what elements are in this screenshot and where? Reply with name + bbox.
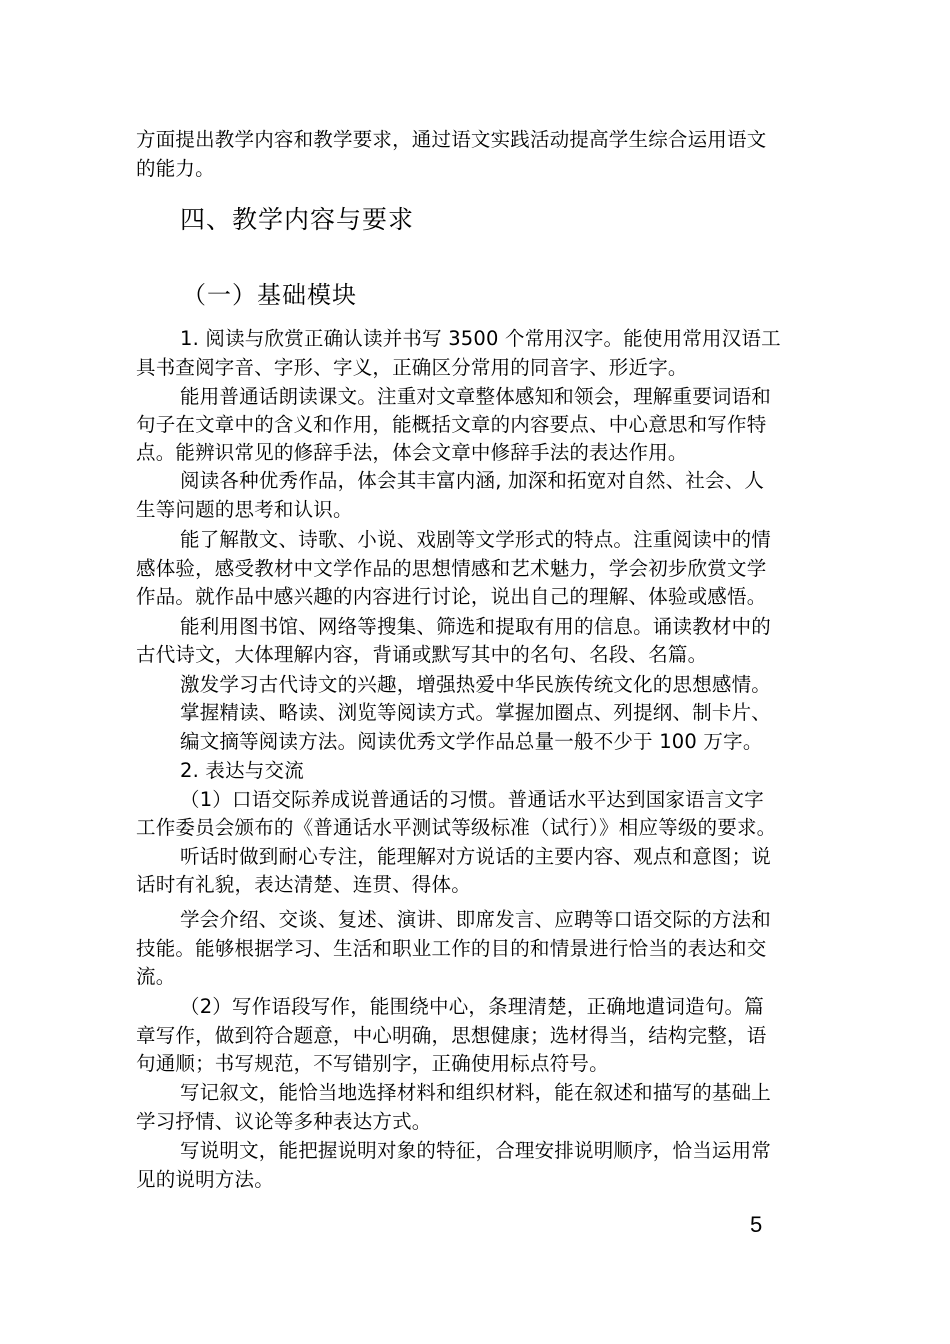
body-line: 句子在文章中的含义和作用，能概括文章的内容要点、中心意思和写作特 [136, 413, 767, 436]
body-line: 激发学习古代诗文的兴趣，增强热爱中华民族传统文化的思想感情。 [180, 673, 772, 696]
body-line: 见的说明方法。 [136, 1168, 274, 1191]
body-line: 能了解散文、诗歌、小说、戏剧等文学形式的特点。注重阅读中的情 [180, 528, 772, 551]
body-line: 生等问题的思考和认识。 [136, 498, 353, 521]
body-line: 学会介绍、交谈、复述、演讲、即席发言、应聘等口语交际的方法和 [180, 908, 772, 931]
body-line: 1. 阅读与欣赏正确认读并书写 3500 个常用汉字。能使用常用汉语工 [180, 327, 781, 350]
body-line: 方面提出教学内容和教学要求，通过语文实践活动提高学生综合运用语文 [136, 128, 767, 151]
body-line: 的能力。 [136, 157, 215, 180]
body-line: 写记叙文，能恰当地选择材料和组织材料，能在叙述和描写的基础上 [180, 1081, 772, 1104]
body-line: 话时有礼貌，表达清楚、连贯、得体。 [136, 873, 471, 896]
body-line: 听话时做到耐心专注，能理解对方说话的主要内容、观点和意图；说 [180, 845, 772, 868]
page-number: 5 [750, 1212, 763, 1237]
body-line: 编文摘等阅读方法。阅读优秀文学作品总量一般不少于 100 万字。 [180, 730, 763, 753]
body-line: 古代诗文，大体理解内容，背诵或默写其中的名句、名段、名篇。 [136, 643, 708, 666]
body-line: 2. 表达与交流 [180, 759, 304, 782]
subsection-heading: （一）基础模块 [182, 281, 357, 309]
body-line: 阅读各种优秀作品，体会其丰富内涵, 加深和拓宽对自然、社会、人 [180, 469, 765, 492]
section-heading: 四、教学内容与要求 [180, 205, 415, 234]
body-line: 感体验，感受教材中文学作品的思想情感和艺术魅力，学会初步欣赏文学 [136, 557, 767, 580]
body-line: 流。 [136, 965, 176, 988]
body-line: （2）写作语段写作，能围绕中心，条理清楚，正确地遣词造句。篇 [180, 995, 764, 1018]
body-line: （1）口语交际养成说普通话的习惯。普通话水平达到国家语言文字 [180, 788, 764, 811]
body-line: 工作委员会颁布的《普通话水平测试等级标准（试行）》相应等级的要求。 [136, 816, 777, 839]
body-line: 掌握精读、略读、浏览等阅读方式。掌握加圈点、列提纲、制卡片、 [180, 701, 772, 724]
body-line: 章写作，做到符合题意，中心明确，思想健康；选材得当，结构完整，语 [136, 1024, 767, 1047]
body-line: 学习抒情、议论等多种表达方式。 [136, 1110, 432, 1133]
body-line: 作品。就作品中感兴趣的内容进行讨论，说出自己的理解、体验或感悟。 [136, 585, 767, 608]
body-line: 点。能辨识常见的修辞手法，体会文章中修辞手法的表达作用。 [136, 441, 688, 464]
body-line: 句通顺；书写规范，不写错别字，正确使用标点符号。 [136, 1052, 609, 1075]
body-line: 具书查阅字音、字形、字义，正确区分常用的同音字、形近字。 [136, 356, 688, 379]
body-line: 能用普通话朗读课文。注重对文章整体感知和领会，理解重要词语和 [180, 385, 772, 408]
body-line: 技能。能够根据学习、生活和职业工作的目的和情景进行恰当的表达和交 [136, 937, 767, 960]
body-line: 写说明文，能把握说明对象的特征，合理安排说明顺序，恰当运用常 [180, 1139, 772, 1162]
body-line: 能利用图书馆、网络等搜集、筛选和提取有用的信息。诵读教材中的 [180, 615, 772, 638]
